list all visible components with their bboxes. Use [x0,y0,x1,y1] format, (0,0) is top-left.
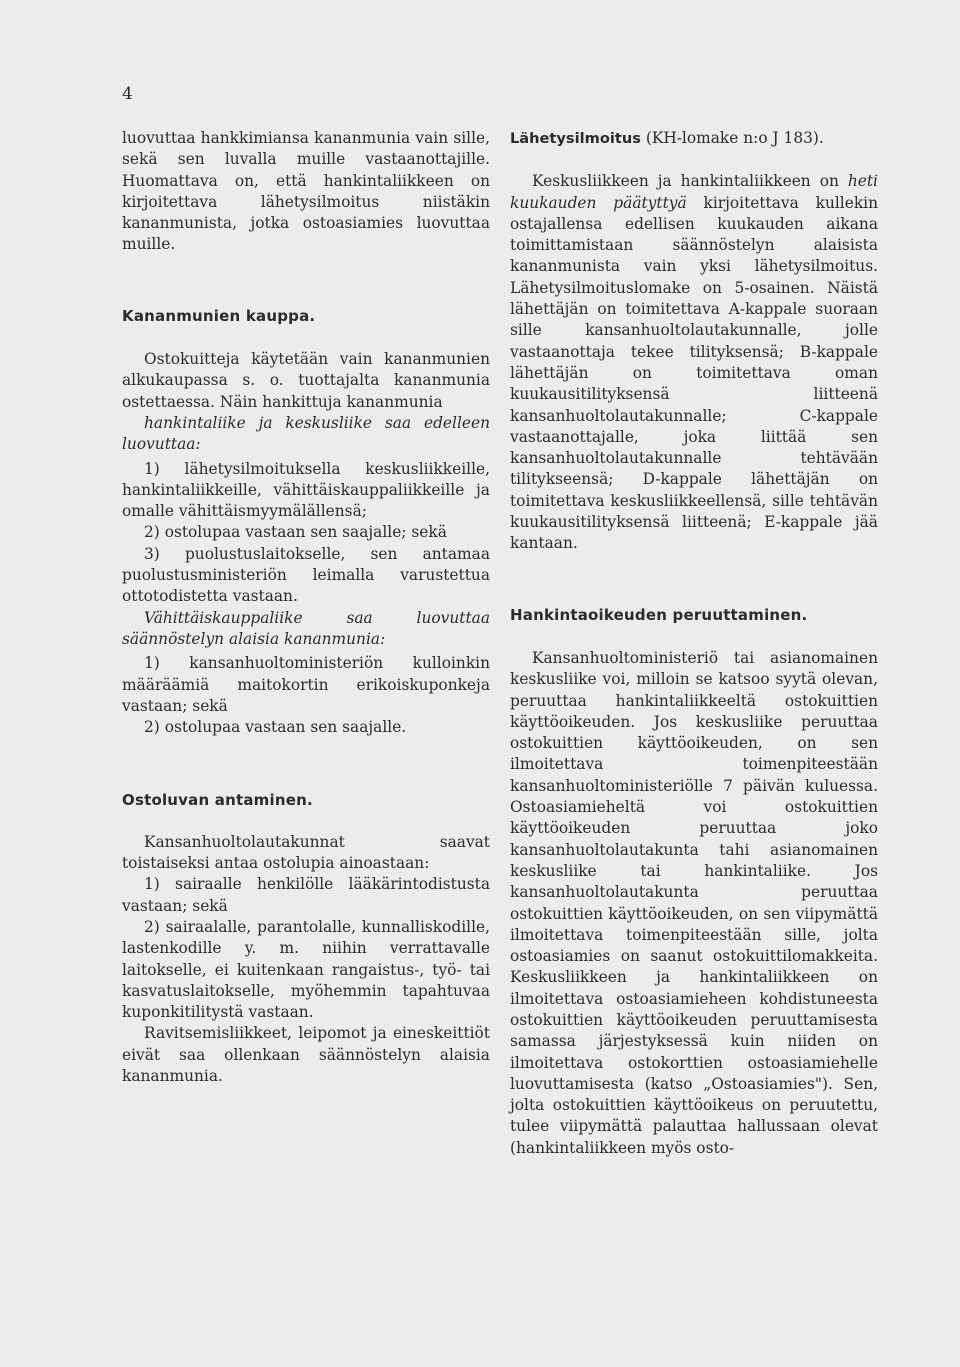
list-item-o1: 1) sairaalle henkilölle lääkärintodistusta vastaan; sekä [122,875,490,915]
page-number: 4 [122,84,133,104]
heading-ostoluvan-antaminen: Ostoluvan antaminen. [122,791,313,810]
lahetys-text-b: kirjoitettava kullekin ostajallensa edellisen kuukauden aikana toimittamistaan säännöstelyn alaisista kananmunista vain yksi lähetysilmoitus. Lähetysilmoituslomake on 5-osainen. Näistä lähettäjän on toimitettava A-kappale suoraan sille kansanhuoltolautakunnalle, jolle vastaanottaja tekee tilityksensä; B-kappale lähettäjän on toimitettava oman kuukausitilityksensä liitteenä kansanhuoltolautakunnalle; C-kappale vastaanottajalle, joka liittää sen kansanhuoltolautakunnalle tehtävään tilitykseensä; D-kappale lähettäjän on toimitettava keskusliikkeellensä, sille tehtävän kuukausitilityksensä liitteenä; E-kappale jää kantaan. [510,193,878,553]
lahetys-text-a: Keskusliikkeen ja hankintaliikkeen on [532,172,839,191]
paragraph-peruuttaminen: Kansanhuoltoministeriö tai asianomainen keskusliike voi, milloin se katsoo syytä olevan, peruuttaa hankintaliikkeeltä ostokuittien käyttöoikeuden. Jos keskusliike peruuttaa ostokuittien käyttöoikeuden, on sen ilmoitettava toimenpiteestään kansanhuoltoministeriölle 7 päivän kuluessa. Ostoasiamieheltä voi ostokuittien käyttöoikeuden peruuttaa joko kansanhuoltolautakunta tahi asianomainen keskusliike tai hankintaliike. Jos kansanhuoltolautakunta peruuttaa ostokuittien käyttöoikeuden, on sen viipymättä ilmoitettava toimenpiteestään sille, jolta ostoasiamies on saanut ostokuittilomakkeita. Keskusliikkeen ja hankintaliikkeen on ilmoitettava ostoasiamieheen kohdistuneesta ostokuittien käyttöoikeuden peruuttamisesta samassa järjestyksessä kuin niiden on ilmoitettava ostokorttien ostoasiamiehelle luovuttamisesta (katso „Ostoasiamies"). Sen, jolta ostokuittien käyttöoikeus on peruutettu, tulee viipymättä palauttaa hallussaan olevat (hankintaliikkeen myös osto- [510,648,878,1157]
left-column [122,128,490,1087]
paragraph-intro: luovuttaa hankkimiansa kananmunia vain sille, sekä sen luvalla muille vastaanottajille. Huomattava on, että hankintaliikkeen on kirjoitettava lähetysilmoitus niistäkin kananmunista, jotka ostoasiamies luovuttaa muille. [122,129,490,254]
list-item-v1: 1) kansanhuoltoministeriön kulloinkin määräämiä maitokortin erikoiskuponkeja vastaan; sekä [122,654,490,715]
heading-lahetysilmoitus-rest: (KH-lomake n:o J 183). [645,129,824,147]
right-column [510,128,878,1159]
lahetys-text-italic: heti kuukauden päätyttyä [510,172,878,212]
list-item-v2: 2) ostolupaa vastaan sen saajalle. [144,718,407,737]
heading-lahetysilmoitus-bold: Lähetysilmoitus [510,130,641,147]
list-item-o2: 2) sairaalalle, parantolalle, kunnalliskodille, lastenkodille y. m. niihin verrattavalle laitokselle, ei kuitenkaan rangaistus-, työ- tai kasvatuslaitokselle, myöhemmin tapahtuvaa kuponkitilitystä vastaan. [122,917,490,1022]
paragraph-lahetysilmoitus [510,171,878,554]
paragraph-ostokuitit: Ostokuitteja käytetään vain kananmunien alkukaupassa s. o. tuottajalta kananmunia ostettaessa. Näin hankittuja kananmunia [122,350,490,411]
heading-lahetysilmoitus [510,128,878,149]
paragraph-ravitsemisliikkeet: Ravitsemisliikkeet, leipomot ja eineskeittiöt eivät saa ollenkaan säännöstelyn alaisia kananmunia. [122,1024,490,1085]
heading-hankintaoikeuden-peruuttaminen: Hankintaoikeuden peruuttaminen. [510,605,808,624]
list-item-3: 3) puolustuslaitokselle, sen antamaa puolustusministeriön leimalla varustettua ottotodistetta vastaan. [122,544,490,606]
paragraph-ostolupa: Kansanhuoltolautakunnat saavat toistaiseksi antaa ostolupia ainoastaan: [122,832,490,873]
paragraph-hankintaliike: hankintaliike ja keskusliike saa edelleen luovuttaa: [122,413,490,454]
list-item-2: 2) ostolupaa vastaan sen saajalle; sekä [144,523,447,542]
list-item-1: 1) lähetysilmoituksella keskusliikkeille, hankintaliikkeille, vähittäiskauppaliikkeille ja omalle vähittäismyymälällensä; [122,459,490,521]
heading-kananmunien-kauppa: Kananmunien kauppa. [122,306,316,325]
paragraph-vahittaiskauppaliike: Vähittäiskauppaliike saa luovuttaa säännöstelyn alaisia kananmunia: [122,608,490,648]
